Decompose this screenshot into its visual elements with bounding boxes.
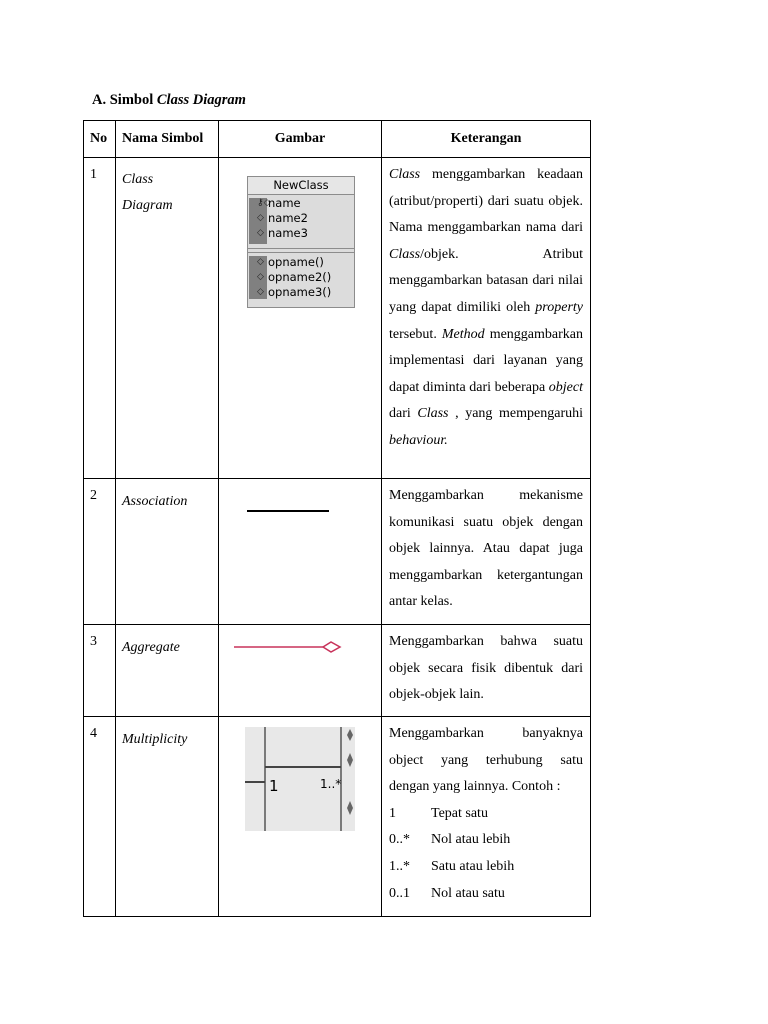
description-cell — [382, 158, 591, 479]
multiplicity-example: 0..1 Nol atau satu — [389, 885, 505, 901]
symbol-table — [83, 120, 591, 917]
attribute-icon: ◇ — [257, 228, 264, 238]
attribute-1: name — [268, 196, 301, 210]
table-row — [84, 625, 591, 717]
symbol-image-cell — [219, 479, 382, 625]
multiplicity-description: Menggambarkan banyaknya object yang terhubung satu dengan yang lainnya. Contoh : — [389, 726, 583, 795]
row-number: 1 — [84, 158, 116, 479]
attribute-3: name3 — [268, 226, 308, 240]
symbol-name: Multiplicity — [116, 717, 219, 917]
table-row — [84, 717, 591, 917]
description-cell: Menggambarkan mekanisme komunikasi suatu objek dengan objek lainnya. Atau dapat juga menggambarkan ketergantungan antar kelas. — [382, 479, 591, 625]
row-number: 3 — [84, 625, 116, 717]
operation-2: opname2() — [268, 270, 332, 284]
class-description: Class menggambarkan keadaan (atribut/properti) dari suatu objek. Nama menggambarkan nama dari Class/objek. Atribut menggambarkan batasan dari nilai yang dapat dimiliki oleh property tersebut. Method menggambarkan implementasi dari layanan yang dapat diminta dari beberapa object dari Class , yang mempengaruhi behaviour. — [389, 167, 584, 448]
key-attribute-icon: ⚷◇ — [257, 198, 271, 208]
symbol-name-line2: Diagram — [122, 198, 173, 213]
symbol-image-cell — [219, 625, 382, 717]
class-diagram-image — [247, 176, 355, 308]
symbol-name-line1: Class — [122, 172, 154, 187]
symbol-name: Association — [116, 479, 219, 625]
heading-prefix: A. Simbol — [92, 92, 157, 108]
aggregate-line-image — [219, 625, 382, 675]
multiplicity-image — [245, 727, 355, 831]
multiplicity-example: 1 Tepat satu — [389, 805, 488, 821]
table-row — [84, 479, 591, 625]
table-row — [84, 158, 591, 479]
operation-3: opname3() — [268, 285, 332, 299]
operation-icon: ◇ — [257, 287, 264, 297]
multiplicity-left-label: 1 — [269, 777, 279, 795]
attributes-compartment — [248, 195, 354, 249]
attribute-icon: ◇ — [257, 213, 264, 223]
multiplicity-example: 0..* Nol atau lebih — [389, 832, 511, 848]
heading-italic: Class Diagram — [156, 92, 246, 108]
operations-compartment — [248, 252, 354, 303]
class-title: NewClass — [248, 177, 354, 195]
multiplicity-example: 1..* Satu atau lebih — [389, 858, 515, 874]
header-image: Gambar — [219, 121, 382, 158]
header-name: Nama Simbol — [116, 121, 219, 158]
operation-1: opname() — [268, 255, 324, 269]
symbol-image-cell — [219, 158, 382, 479]
multiplicity-right-label: 1..* — [320, 777, 342, 791]
row-number: 2 — [84, 479, 116, 625]
operation-icon: ◇ — [257, 257, 264, 267]
attribute-2: name2 — [268, 211, 308, 225]
header-no: No — [84, 121, 116, 158]
header-desc: Keterangan — [382, 121, 591, 158]
operation-icon: ◇ — [257, 272, 264, 282]
row-number: 4 — [84, 717, 116, 917]
description-cell — [382, 717, 591, 917]
description-cell: Menggambarkan bahwa suatu objek secara fisik dibentuk dari objek-objek lain. — [382, 625, 591, 717]
symbol-name — [116, 158, 219, 479]
section-heading — [92, 92, 246, 109]
table-header-row — [84, 121, 591, 158]
symbol-name: Aggregate — [116, 625, 219, 717]
symbol-image-cell — [219, 717, 382, 917]
association-line-image — [219, 479, 382, 539]
